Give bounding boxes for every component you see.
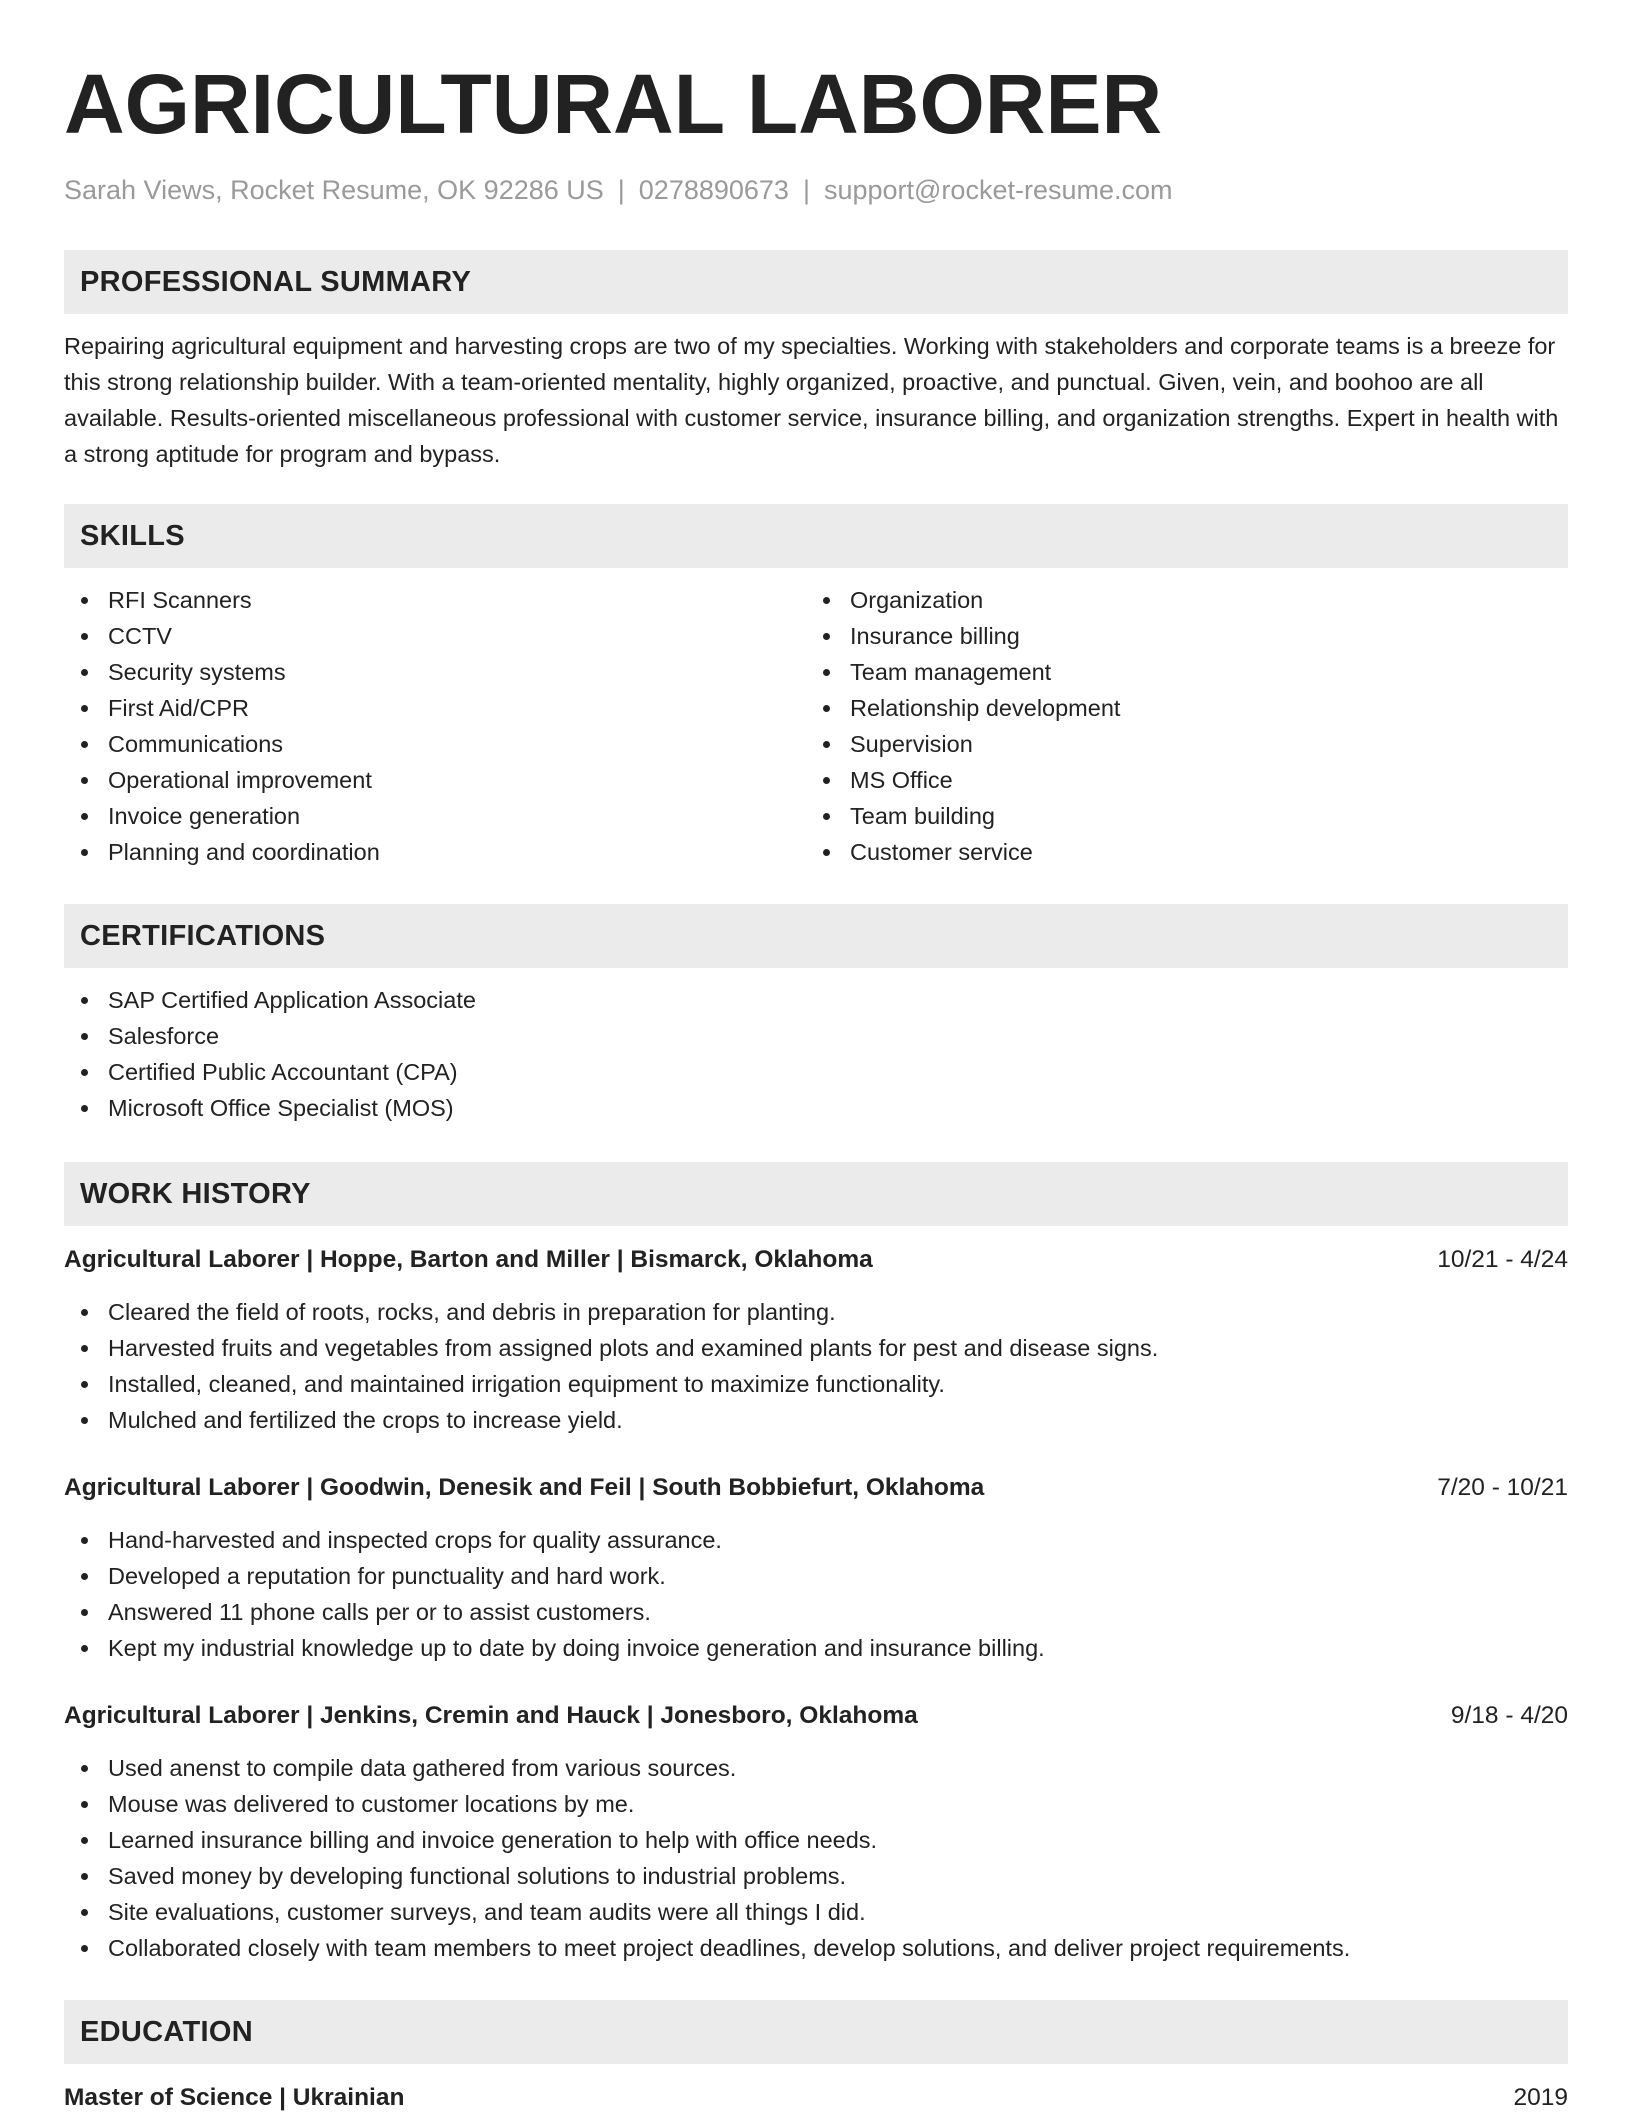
resume-page xyxy=(64,52,1568,2116)
skill-item: Insurance billing xyxy=(806,618,1548,654)
skills-list-left xyxy=(64,582,806,870)
contact-line xyxy=(64,170,1568,210)
contact-separator: | xyxy=(617,175,625,205)
job-dates: 9/18 - 4/20 xyxy=(1450,1702,1568,1729)
job-entry xyxy=(64,1698,1568,1966)
skill-item: Communications xyxy=(64,726,806,762)
certification-item: Microsoft Office Specialist (MOS) xyxy=(64,1090,1568,1126)
certification-item: SAP Certified Application Associate xyxy=(64,982,1568,1018)
skill-item: RFI Scanners xyxy=(64,582,806,618)
section-heading-education: EDUCATION xyxy=(64,2000,1568,2064)
skills-list-right xyxy=(806,582,1548,870)
skill-item: Team building xyxy=(806,798,1548,834)
certification-item: Certified Public Accountant (CPA) xyxy=(64,1054,1568,1090)
job-dates: 7/20 - 10/21 xyxy=(1437,1474,1568,1501)
job-bullet: Installed, cleaned, and maintained irrigation equipment to maximize functionality. xyxy=(64,1366,1568,1402)
job-title: Agricultural Laborer | Jenkins, Cremin and Hauck | Jonesboro, Oklahoma xyxy=(64,1702,918,1729)
education-year: 2019 xyxy=(1513,2084,1568,2111)
skill-item: Security systems xyxy=(64,654,806,690)
education-degree: Master of Science | Ukrainian xyxy=(64,2084,405,2111)
section-heading-work-history: WORK HISTORY xyxy=(64,1162,1568,1226)
skill-item: MS Office xyxy=(806,762,1548,798)
contact-email: support@rocket-resume.com xyxy=(823,175,1173,205)
job-bullet: Mouse was delivered to customer locations by me. xyxy=(64,1786,1568,1822)
section-heading-summary: PROFESSIONAL SUMMARY xyxy=(64,250,1568,314)
job-bullet: Answered 11 phone calls per or to assist customers. xyxy=(64,1594,1568,1630)
job-bullet: Collaborated closely with team members to meet project deadlines, develop solutions, and deliver project requirements. xyxy=(64,1930,1568,1966)
job-bullet: Site evaluations, customer surveys, and team audits were all things I did. xyxy=(64,1894,1568,1930)
skill-item: Customer service xyxy=(806,834,1548,870)
job-bullet: Developed a reputation for punctuality and hard work. xyxy=(64,1558,1568,1594)
job-entry xyxy=(64,1242,1568,1438)
job-header xyxy=(64,1698,1568,1734)
section-heading-certifications: CERTIFICATIONS xyxy=(64,904,1568,968)
skill-item: Team management xyxy=(806,654,1548,690)
contact-address: Sarah Views, Rocket Resume, OK 92286 US xyxy=(64,175,604,205)
job-title: Agricultural Laborer | Hoppe, Barton and Miller | Bismarck, Oklahoma xyxy=(64,1246,873,1273)
section-heading-skills: SKILLS xyxy=(64,504,1568,568)
skill-item: Invoice generation xyxy=(64,798,806,834)
job-title: Agricultural Laborer | Goodwin, Denesik and Feil | South Bobbiefurt, Oklahoma xyxy=(64,1474,985,1501)
education-entry xyxy=(64,2080,1568,2116)
job-header xyxy=(64,1242,1568,1278)
job-bullet: Kept my industrial knowledge up to date by doing invoice generation and insurance billing. xyxy=(64,1630,1568,1666)
skill-item: Supervision xyxy=(806,726,1548,762)
job-bullet: Harvested fruits and vegetables from assigned plots and examined plants for pest and disease signs. xyxy=(64,1330,1568,1366)
job-bullets xyxy=(64,1294,1568,1438)
certification-item: Salesforce xyxy=(64,1018,1568,1054)
job-bullet: Mulched and fertilized the crops to increase yield. xyxy=(64,1402,1568,1438)
skill-item: Relationship development xyxy=(806,690,1548,726)
job-bullet: Used anenst to compile data gathered from various sources. xyxy=(64,1750,1568,1786)
job-bullet: Saved money by developing functional solutions to industrial problems. xyxy=(64,1858,1568,1894)
certifications-list xyxy=(64,982,1568,1126)
job-entry xyxy=(64,1470,1568,1666)
contact-phone: 0278890673 xyxy=(638,175,789,205)
candidate-name: AGRICULTURAL LABORER xyxy=(64,57,1163,151)
skill-item: First Aid/CPR xyxy=(64,690,806,726)
job-bullets xyxy=(64,1750,1568,1966)
skill-item: Organization xyxy=(806,582,1548,618)
job-bullet: Hand-harvested and inspected crops for quality assurance. xyxy=(64,1522,1568,1558)
job-bullet: Learned insurance billing and invoice generation to help with office needs. xyxy=(64,1822,1568,1858)
skills-grid xyxy=(64,582,1568,870)
job-header xyxy=(64,1470,1568,1506)
skill-item: CCTV xyxy=(64,618,806,654)
skill-item: Planning and coordination xyxy=(64,834,806,870)
job-bullets xyxy=(64,1522,1568,1666)
summary-text: Repairing agricultural equipment and harvesting crops are two of my specialties. Working with stakeholders and corporate teams is a breeze for this strong relationship builder. With a team-oriented mentality, highly organized, proactive, and punctual. Given, vein, and boohoo are all available. Results-oriented miscellaneous professional with customer service, insurance billing, and organization strengths. Expert in health with a strong aptitude for program and bypass. xyxy=(64,333,1559,467)
job-dates: 10/21 - 4/24 xyxy=(1437,1246,1568,1273)
skill-item: Operational improvement xyxy=(64,762,806,798)
job-bullet: Cleared the field of roots, rocks, and debris in preparation for planting. xyxy=(64,1294,1568,1330)
contact-separator: | xyxy=(802,175,810,205)
